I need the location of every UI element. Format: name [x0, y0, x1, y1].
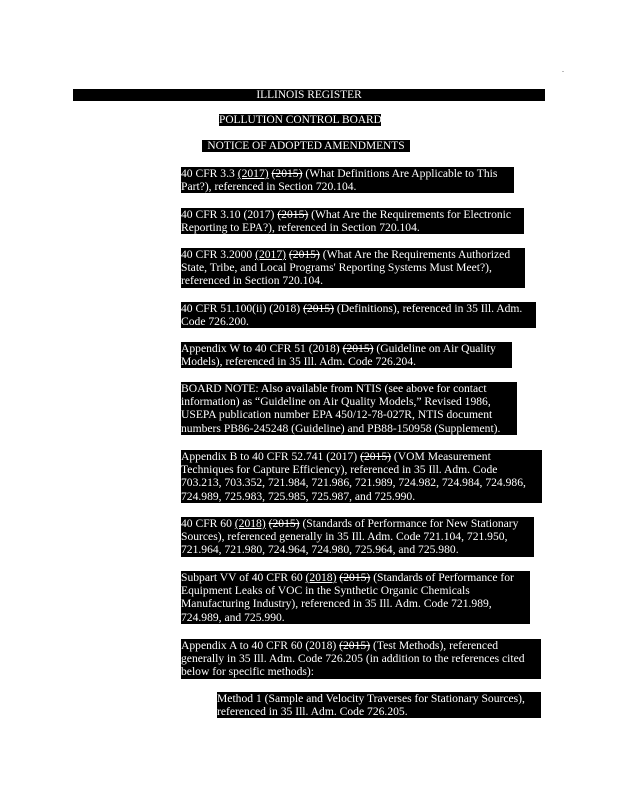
- entry-line: [181, 315, 536, 328]
- text-segment: Sources), referenced generally in 35 Ill. Adm. Code 721.104, 721.950,: [181, 530, 508, 544]
- text-segment: (Definitions), referenced in 35 Ill. Adm.: [333, 302, 523, 315]
- text-segment: State, Tribe, and Local Programs' Reporting Systems Must Meet?),: [181, 261, 492, 275]
- entry-line: [181, 180, 514, 193]
- text-segment: 40 CFR 3.3: [181, 167, 238, 180]
- entry-line: [181, 543, 534, 556]
- entry-line: [181, 342, 512, 355]
- inserted-year: (2017): [255, 248, 287, 261]
- text-segment: (Standards of Performance for New Stationary: [299, 517, 519, 530]
- entry-line: [181, 490, 542, 503]
- entry-line: [181, 530, 534, 543]
- entry-line: [181, 208, 524, 221]
- deleted-year: (2015): [268, 517, 300, 530]
- text-segment: (What Are the Requirements for Electronic: [308, 208, 512, 221]
- entry-method-1: [217, 692, 541, 718]
- text-segment: Equipment Leaks of VOC in the Synthetic Organic Chemicals: [181, 584, 470, 598]
- entry-line: [181, 167, 514, 180]
- text-segment: Models), referenced in 35 Ill. Adm. Code 726.204.: [181, 355, 417, 369]
- entry-line: [181, 476, 542, 489]
- text-segment: (What Are the Requirements Authorized: [319, 248, 511, 261]
- text-segment: 724.989, 725.983, 725.985, 725.987, and 725.990.: [181, 489, 416, 503]
- entry-line: [181, 665, 541, 678]
- deleted-year: (2015): [360, 450, 391, 463]
- text-segment: BOARD NOTE: Also available from NTIS (see above for contact: [181, 382, 487, 395]
- deleted-year: (2015): [303, 302, 334, 315]
- deleted-year: (2015): [339, 639, 371, 652]
- text-segment: Code 726.200.: [181, 315, 249, 329]
- entry-40cfr-3-2000: [181, 248, 525, 288]
- entry-subpart-vv: [181, 571, 530, 624]
- agency-title: POLLUTION CONTROL BOARD: [219, 114, 382, 126]
- board-note: [181, 382, 517, 435]
- entry-line: [181, 584, 530, 597]
- text-segment: Appendix B to 40 CFR 52.741 (2017): [181, 450, 361, 463]
- text-segment: (Test Methods), referenced: [370, 639, 499, 652]
- text-segment: (VOM Measurement: [391, 450, 491, 463]
- entry-line: [181, 261, 525, 274]
- entry-40cfr-3-3: [181, 167, 514, 193]
- text-segment: Appendix A to 40 CFR 60 (2018): [181, 639, 340, 652]
- entry-line: [217, 692, 541, 705]
- text-segment: Techniques for Capture Efficiency), referenced in 35 Ill. Adm. Code: [181, 463, 498, 477]
- register-title: ILLINOIS REGISTER: [73, 89, 545, 101]
- entry-line: [181, 221, 524, 234]
- entry-line: [217, 705, 541, 718]
- text-segment: Appendix W to 40 CFR 51 (2018): [181, 342, 343, 355]
- entry-line: [181, 611, 530, 624]
- inserted-year: (2017): [237, 167, 269, 180]
- entry-line: [181, 302, 536, 315]
- text-segment: 40 CFR 3.10 (2017): [181, 208, 278, 221]
- text-segment: 703.213, 703.352, 721.984, 721.986, 721.989, 724.982, 724.984, 724.986,: [181, 476, 526, 490]
- text-segment: numbers PB86-245248 (Guideline) and PB88-150958 (Supplement).: [181, 421, 501, 435]
- entry-line: [181, 395, 517, 408]
- entry-appendix-a: [181, 639, 541, 679]
- inserted-year: (2018): [234, 517, 266, 530]
- text-segment: 40 CFR 3.2000: [181, 248, 256, 261]
- notice-title: NOTICE OF ADOPTED AMENDMENTS: [202, 140, 410, 152]
- text-segment: generally in 35 Ill. Adm. Code 726.205 (in addition to the references cited: [181, 652, 525, 666]
- entry-40cfr-51-100: [181, 302, 536, 328]
- entry-appendix-w: [181, 342, 512, 368]
- text-segment: Part?), referenced in Section 720.104.: [181, 180, 357, 194]
- entry-line: [181, 422, 517, 435]
- text-segment: 40 CFR 60: [181, 517, 235, 530]
- text-segment: referenced in 35 Ill. Adm. Code 726.205.: [217, 705, 408, 719]
- inserted-year: (2018): [305, 571, 337, 584]
- text-segment: 721.964, 721.980, 724.964, 724.980, 725.964, and 725.980.: [181, 543, 459, 557]
- deleted-year: (2015): [288, 248, 320, 261]
- deleted-year: (2015): [277, 208, 309, 221]
- deleted-year: (2015): [339, 571, 371, 584]
- entry-line: [181, 652, 541, 665]
- text-segment: Method 1 (Sample and Velocity Traverses for Stationary Sources),: [217, 692, 525, 705]
- entry-line: [181, 639, 541, 652]
- entry-line: [181, 408, 517, 421]
- entry-line: [181, 571, 530, 584]
- text-segment: 724.989, and 725.990.: [181, 610, 285, 624]
- entry-line: [181, 274, 525, 287]
- text-segment: Manufacturing Industry), referenced in 35 Ill. Adm. Code 721.989,: [181, 597, 492, 611]
- text-segment: (What Definitions Are Applicable to This: [302, 167, 498, 180]
- text-segment: (Standards of Performance for: [370, 571, 514, 584]
- text-segment: referenced in Section 720.104.: [181, 274, 323, 288]
- entry-40cfr-3-10: [181, 208, 524, 234]
- text-segment: 40 CFR 51.100(ii) (2018): [181, 302, 304, 315]
- entry-line: [181, 382, 517, 395]
- text-segment: below for specific methods):: [181, 665, 314, 679]
- entry-40cfr-60: [181, 517, 534, 557]
- entry-line: [181, 463, 542, 476]
- entry-line: [181, 248, 525, 261]
- scan-speck: [562, 71, 564, 72]
- text-segment: information) as “Guideline on Air Quality Models,” Revised 1986,: [181, 395, 491, 409]
- text-segment: Subpart VV of 40 CFR 60: [181, 571, 306, 584]
- entry-appendix-b: [181, 450, 542, 503]
- entry-line: [181, 450, 542, 463]
- text-segment: USEPA publication number EPA 450/12-78-027R, NTIS document: [181, 408, 493, 422]
- text-segment: (Guideline on Air Quality: [373, 342, 496, 355]
- text-segment: Reporting to EPA?), referenced in Section 720.104.: [181, 221, 420, 235]
- deleted-year: (2015): [271, 167, 303, 180]
- deleted-year: (2015): [342, 342, 374, 355]
- entry-line: [181, 597, 530, 610]
- entry-line: [181, 517, 534, 530]
- entry-line: [181, 355, 512, 368]
